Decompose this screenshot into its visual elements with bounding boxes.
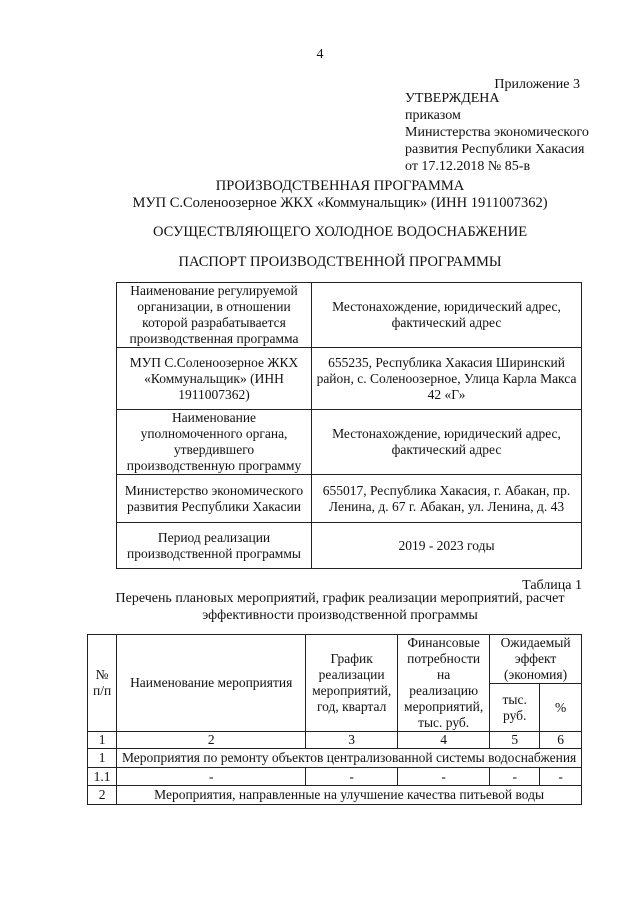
- passport-cell: 2019 - 2023 годы: [312, 523, 582, 569]
- table-row: [117, 348, 582, 410]
- row-text: Мероприятия, направленные на улучшение качества питьевой воды: [117, 786, 582, 805]
- col-number: 3: [306, 732, 398, 749]
- passport-cell: Местонахождение, юридический адрес, фактический адрес: [312, 283, 582, 348]
- table-row: [88, 732, 582, 749]
- passport-cell: Местонахождение, юридический адрес, фактический адрес: [312, 410, 582, 475]
- col-number: 2: [117, 732, 306, 749]
- col-number: 1: [88, 732, 117, 749]
- header-finance: Финансовые потребности на реализацию мероприятий, тыс. руб.: [398, 635, 490, 732]
- row-cell: -: [117, 768, 306, 786]
- header-percent: %: [540, 684, 582, 732]
- table-label: Таблица 1: [522, 578, 582, 593]
- approval-block: [405, 90, 589, 175]
- passport-cell: МУП С.Соленоозерное ЖКХ «Коммунальщик» (ИНН 1911007362): [117, 348, 312, 410]
- approval-line: развития Республики Хакасия: [405, 142, 585, 157]
- row-text: Мероприятия по ремонту объектов централизованной системы водоснабжения: [117, 749, 582, 768]
- passport-cell: Наименование регулируемой организации, в отношении которой разрабатывается производственная программа: [117, 283, 312, 348]
- header-effect: Ожидаемый эффект (экономия): [490, 635, 582, 684]
- approval-line: от 17.12.2018 № 85-в: [405, 159, 531, 174]
- table-row: [88, 768, 582, 786]
- header-thousand: тыс. руб.: [490, 684, 540, 732]
- passport-cell: Период реализации производственной программы: [117, 523, 312, 569]
- row-cell: -: [540, 768, 582, 786]
- table-row: [117, 523, 582, 569]
- organization-name: МУП С.Соленоозерное ЖКХ «Коммунальщик» (ИНН 1911007362): [132, 195, 548, 211]
- row-cell: -: [306, 768, 398, 786]
- table-caption: Перечень плановых мероприятий, график реализации мероприятий, расчет эффективности производственной программы: [115, 591, 565, 623]
- table-row: [117, 410, 582, 475]
- passport-cell: 655235, Республика Хакасия Ширинский район, с. Соленоозерное, Улица Карла Макса 42 «Г»: [312, 348, 582, 410]
- header-schedule: График реализации мероприятий, год, квартал: [306, 635, 398, 732]
- row-num: 1: [88, 749, 117, 768]
- approval-line: приказом: [405, 108, 461, 123]
- passport-table: [116, 282, 582, 569]
- row-num: 1.1: [88, 768, 117, 786]
- approval-title: УТВЕРЖДЕНА: [405, 91, 500, 106]
- passport-title: ПАСПОРТ ПРОИЗВОДСТВЕННОЙ ПРОГРАММЫ: [178, 254, 502, 270]
- row-cell: -: [490, 768, 540, 786]
- col-number: 6: [540, 732, 582, 749]
- row-cell: -: [398, 768, 490, 786]
- col-number: 5: [490, 732, 540, 749]
- header-num: № п/п: [88, 635, 117, 732]
- plan-table: [87, 634, 582, 805]
- approval-line: Министерства экономического: [405, 125, 589, 140]
- table-row: [88, 749, 582, 768]
- program-title: ПРОИЗВОДСТВЕННАЯ ПРОГРАММА: [215, 178, 465, 194]
- passport-cell: 655017, Республика Хакасия, г. Абакан, пр. Ленина, д. 67 г. Абакан, ул. Ленина, д. 43: [312, 475, 582, 523]
- activity-title: ОСУЩЕСТВЛЯЮЩЕГО ХОЛОДНОЕ ВОДОСНАБЖЕНИЕ: [152, 224, 528, 240]
- passport-cell: Министерство экономического развития Республики Хакасии: [117, 475, 312, 523]
- appendix-label: Приложение 3: [494, 77, 580, 92]
- table-row: [88, 786, 582, 805]
- row-num: 2: [88, 786, 117, 805]
- passport-cell: Наименование уполномоченного органа, утвердившего производственную программу: [117, 410, 312, 475]
- page-number: 4: [316, 47, 324, 62]
- table-row: [117, 283, 582, 348]
- table-header-row: [88, 635, 582, 684]
- header-name: Наименование мероприятия: [117, 635, 306, 732]
- col-number: 4: [398, 732, 490, 749]
- table-row: [117, 475, 582, 523]
